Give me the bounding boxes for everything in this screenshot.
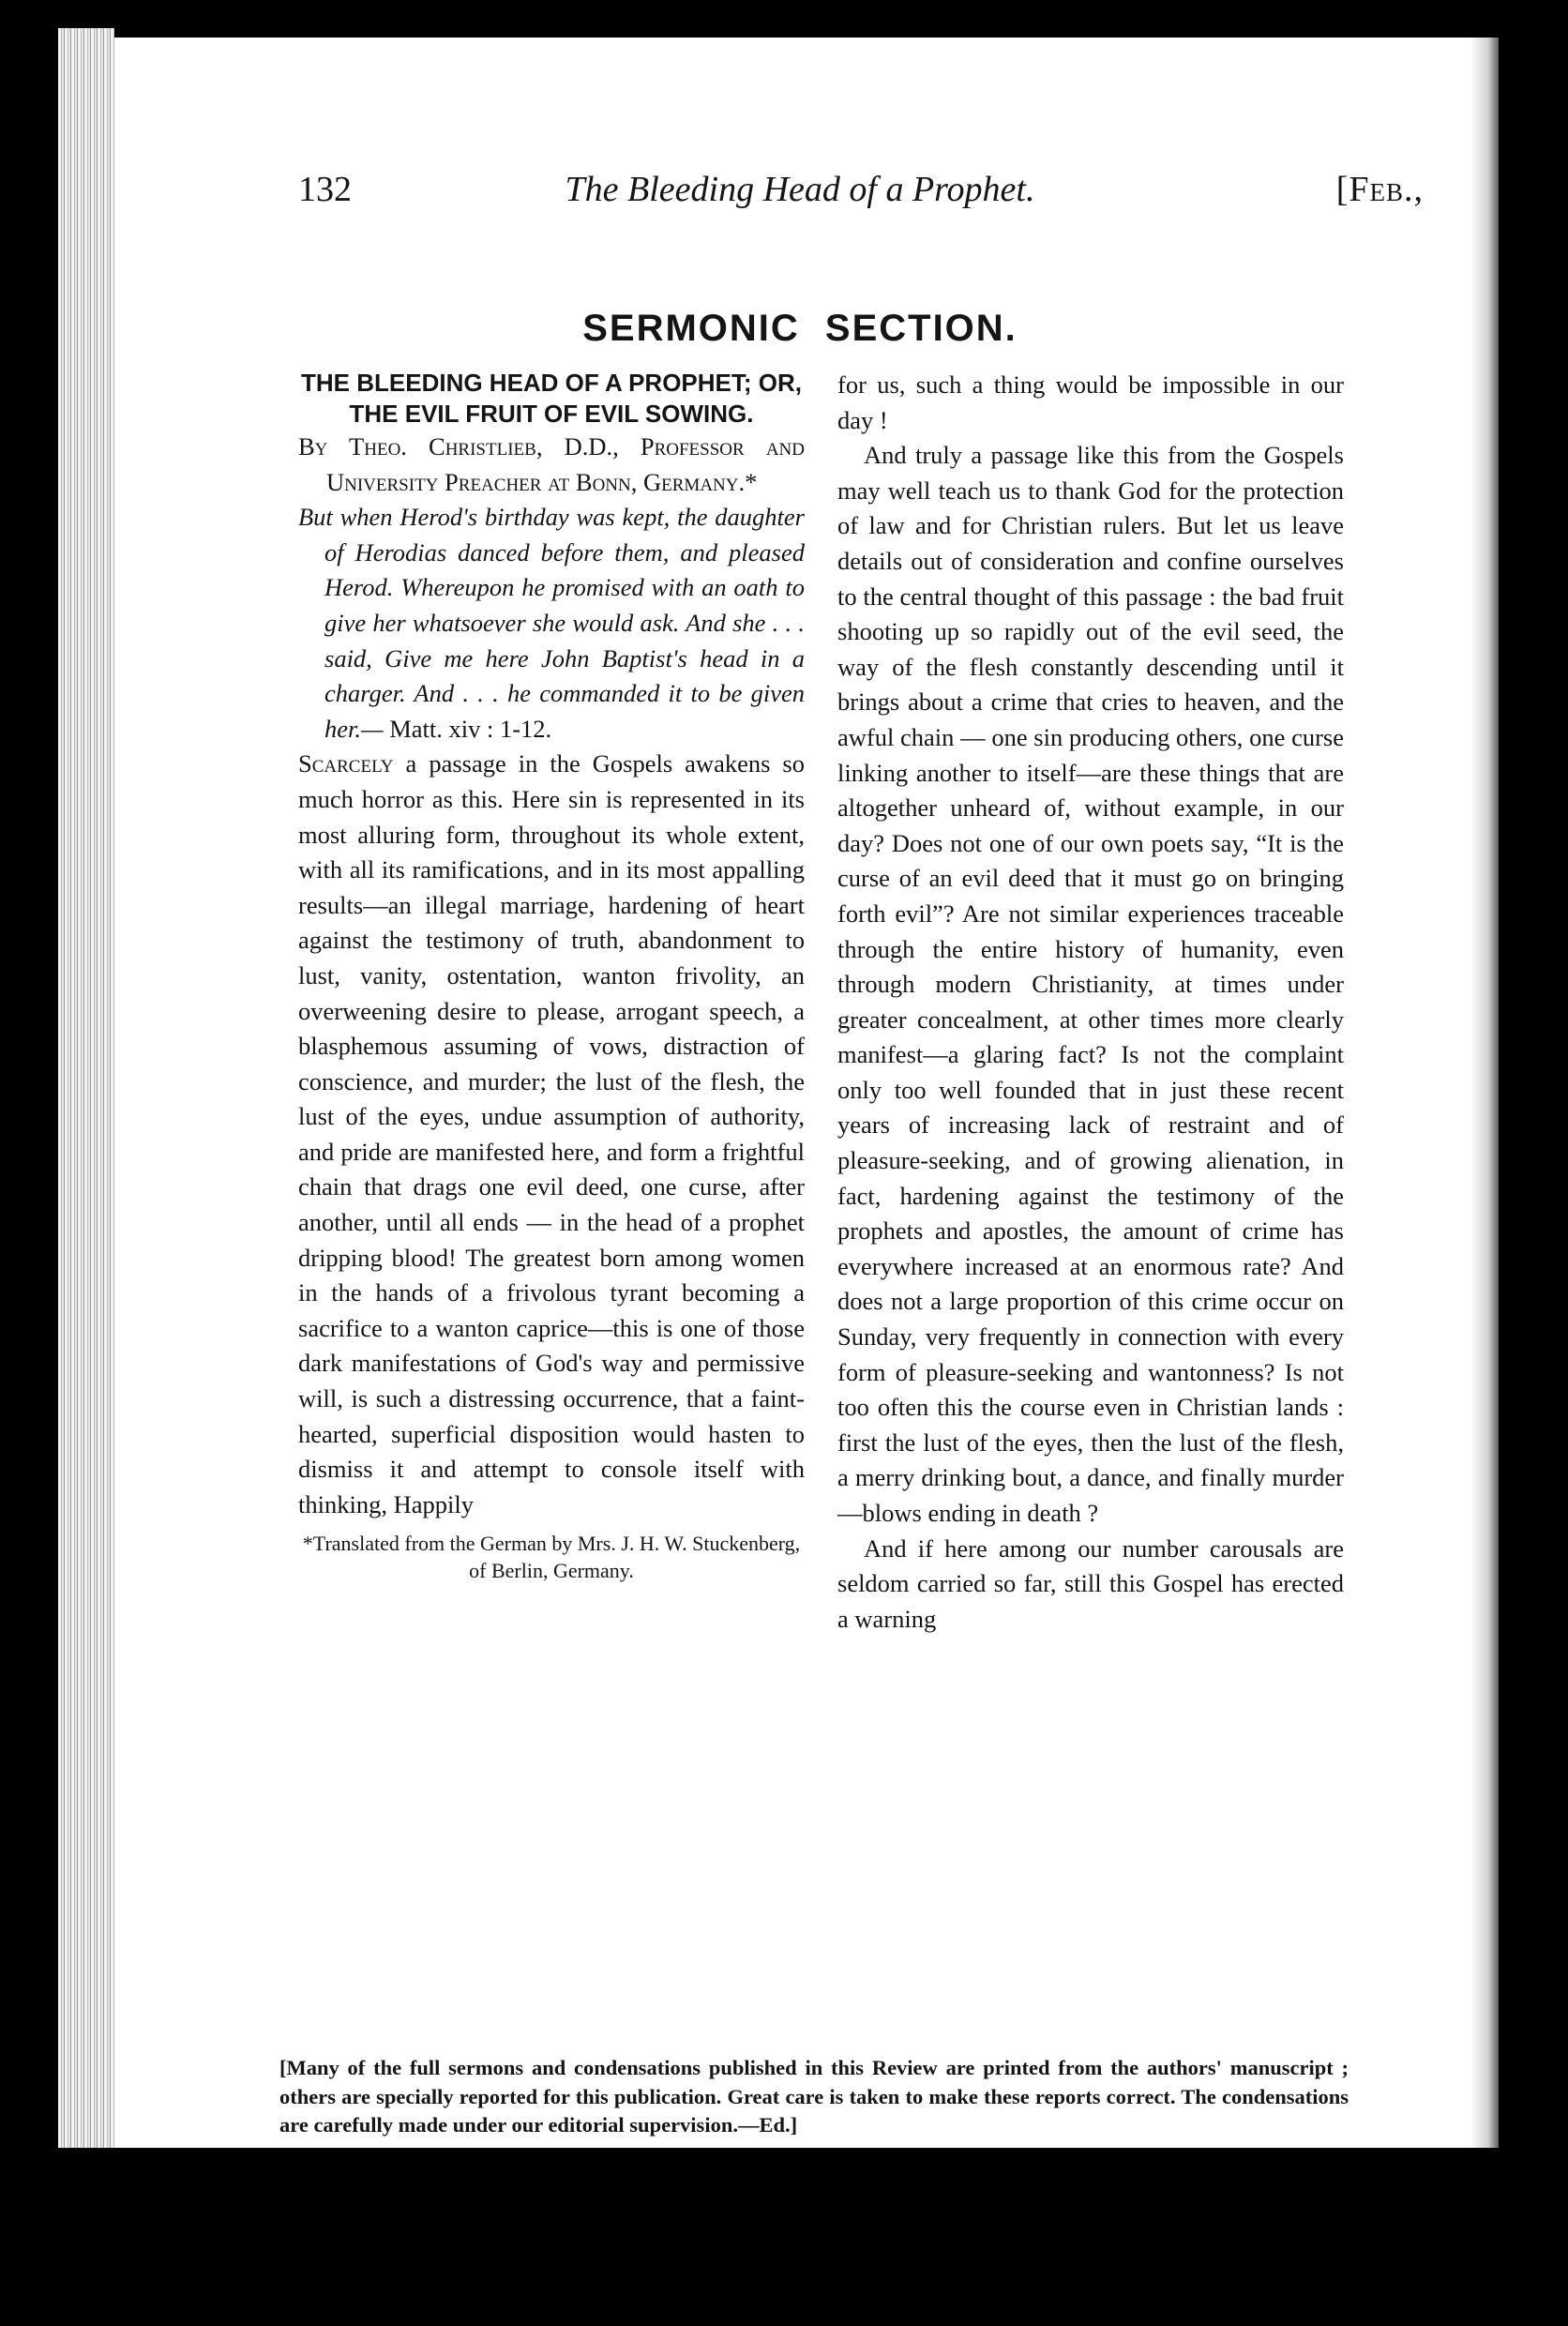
scan-border-right: [1499, 38, 1568, 2157]
editorial-note: [Many of the full sermons and condensations published in this Review are printed from the authors' manuscript ; others are specially reported for this publication. Great care is taken to make these reports correct. The condensations are carefully made under our editorial supervision.—Ed.]: [279, 2056, 1349, 2137]
byline: By Theo. Christlieb, D.D., Professor and University Preacher at Bonn, Germany.*: [298, 432, 805, 496]
scan-border-left: [0, 0, 58, 2326]
paragraph-1: [298, 747, 805, 1522]
epigraph: [298, 500, 805, 747]
sermon-title: THE BLEEDING HEAD OF A PROPHET; OR, THE EVIL FRUIT OF EVIL SOWING.: [301, 369, 802, 428]
paragraph-1-continued: for us, such a thing would be impossible in our day !: [837, 370, 1344, 434]
paragraph-1-lead: Scarcely: [298, 749, 394, 778]
paragraph-1-text: a passage in the Gospels awakens so much horror as this. Here sin is represented in its most alluring form, throughout its whole extent, with all its ramifications, and in its most appalling results—an illegal marriage, hardening of heart against the testimony of truth, abandonment to lust, vanity, ostentation, wanton frivolity, an overweening desire to please, arrogant speech, a blasphemous assuming of vows, distraction of conscience, and murder; the lust of the flesh, the lust of the eyes, undue assumption of authority, and pride are manifested here, and form a frightful chain that drags one evil deed, one curse, after another, until all ends — in the head of a prophet dripping blood! The greatest born among women in the hands of a frivolous tyrant becoming a sacrifice to a wanton caprice—this is one of those dark manifestations of God's way and permissive will, is such a distressing occurrence, that a faint-hearted, superficial disposition would hasten to dismiss it and attempt to console itself with thinking, Happily: [298, 749, 805, 1518]
running-head: [176, 169, 1424, 225]
column-left: [298, 368, 805, 1584]
epigraph-text: But when Herod's birthday was kept, the daughter of Herodias danced before them, and pleased Herod. Whereupon he promised with an oath to give her whatsoever she would ask. And she . . . said, Give me here John Baptist's head in a charger. And . . . he commanded it to be given her.—: [298, 503, 805, 743]
footnote: *Translated from the German by Mrs. J. H. W. Stuckenberg, of Berlin, Germany.: [302, 1532, 801, 1583]
book-gutter: [1472, 38, 1499, 2157]
running-month: [Feb.,: [1335, 170, 1424, 209]
section-title: SERMONIC SECTION.: [582, 308, 1018, 349]
paragraph-2: And truly a passage like this from the Gospels may well teach us to thank God for the protection of law and for Christian rulers. But let us leave details out of consideration and confine ourselves to the central thought of this passage : the bad fruit shooting up so rapidly out of the evil seed, the way of the flesh constantly descending until it brings about a crime that cries to heaven, and the awful chain — one sin producing others, one curse linking another to itself—are these things that are altogether unheard of, without example, in our day? Does not one of our own poets say, “It is the curse of an evil deed that it must go on bringing forth evil”? Are not similar experiences traceable through the entire history of humanity, even through modern Christianity, at times under greater concealment, at other times more clearly manifest—a glaring fact? Is not the complaint only too well founded that in just these recent years of increasing lack of restraint and of pleasure-seeking, and of growing alienation, in fact, hardening against the testimony of the prophets and apostles, the amount of crime has everywhere increased at an enormous rate? And does not a large proportion of this crime occur on Sunday, very frequently in connection with every form of pleasure-seeking and wantonness? Is not too often this the course even in Christian lands : first the lust of the eyes, then the lust of the flesh, a merry drinking bout, a dance, and finally murder—blows ending in death ?: [837, 441, 1344, 1527]
page-number: 132: [298, 170, 352, 209]
epigraph-reference: Matt. xiv : 1-12.: [389, 714, 552, 743]
scan-border-bottom: [0, 2148, 1568, 2326]
book-page-edges: [58, 28, 114, 2148]
paragraph-3: And if here among our number carousals are seldom carried so far, still this Gospel has erected a warning: [837, 1533, 1344, 1633]
running-title: The Bleeding Head of a Prophet.: [565, 170, 1035, 209]
column-right: [837, 368, 1344, 1637]
